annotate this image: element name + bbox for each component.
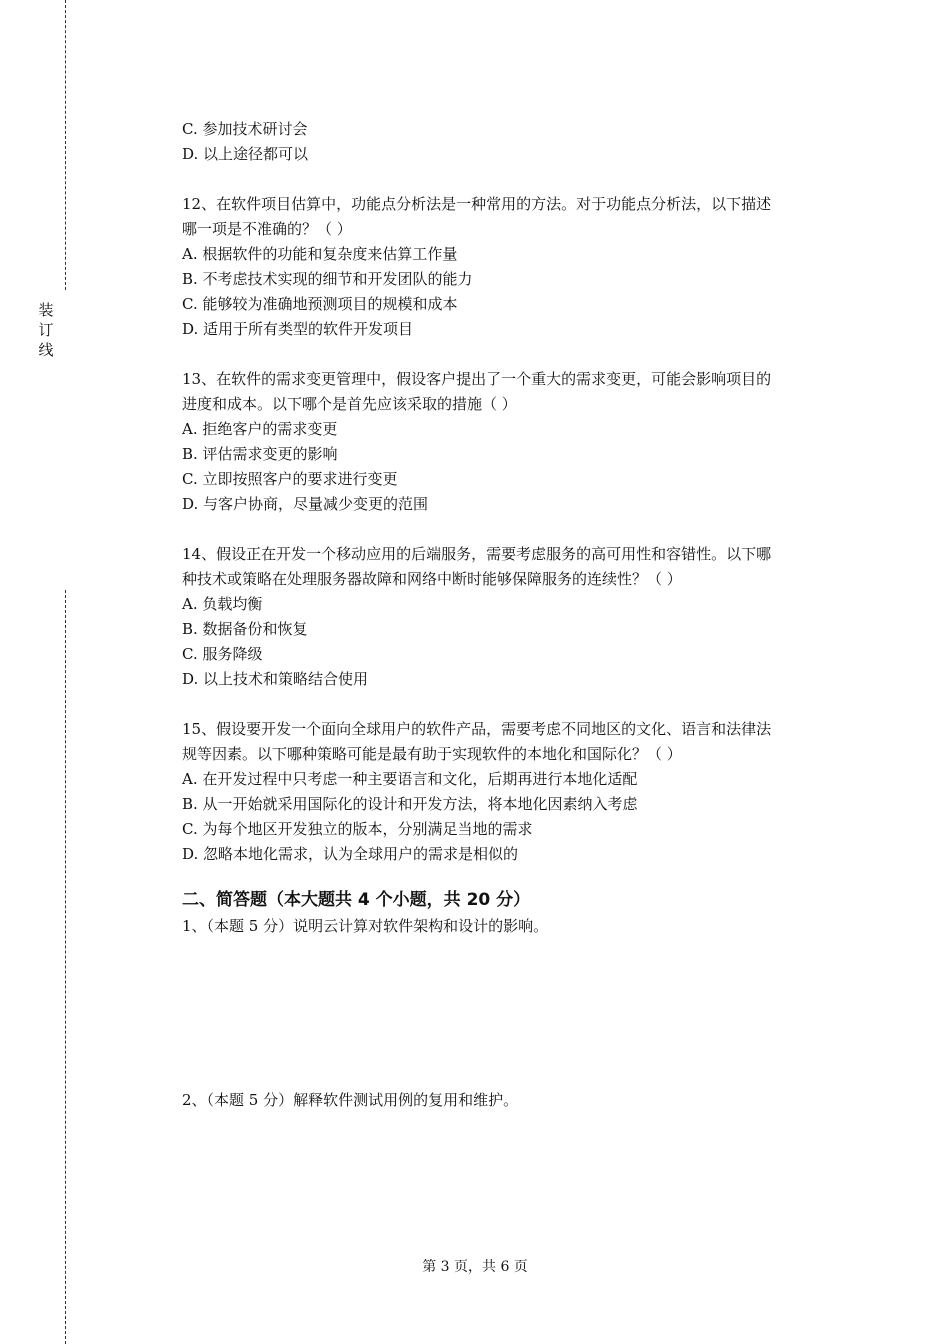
question-stem: 种技术或策略在处理服务器故障和网络中断时能够保障服务的连续性？（ ） — [182, 570, 682, 588]
option-c: C. 立即按照客户的要求进行变更 — [182, 470, 398, 488]
option-c: C. 服务降级 — [182, 645, 263, 663]
binding-label-char: 订 — [38, 321, 54, 339]
short-answer-question-1: 1、（本题 5 分）说明云计算对软件架构和设计的影响。 — [182, 917, 549, 935]
question-stem: 13、在软件的需求变更管理中，假设客户提出了一个重大的需求变更，可能会影响项目的 — [182, 370, 772, 388]
option-d: D. 适用于所有类型的软件开发项目 — [182, 320, 414, 338]
question-12 — [182, 192, 842, 342]
option-a: A. 负载均衡 — [182, 595, 263, 613]
option-c: C. 为每个地区开发独立的版本，分别满足当地的需求 — [182, 820, 533, 838]
binding-line-top — [65, 0, 66, 290]
option-c: C. 参加技术研讨会 — [182, 120, 308, 138]
option-b: B. 评估需求变更的影响 — [182, 445, 338, 463]
binding-line-bottom — [65, 590, 66, 1344]
short-answer-question-2: 2、（本题 5 分）解释软件测试用例的复用和维护。 — [182, 1091, 519, 1109]
question-15 — [182, 717, 842, 867]
binding-label-char: 线 — [38, 341, 54, 359]
question-13 — [182, 367, 842, 517]
question-stem: 哪一项是不准确的？（ ） — [182, 220, 352, 238]
option-d: D. 以上技术和策略结合使用 — [182, 670, 369, 688]
option-d: D. 以上途径都可以 — [182, 145, 309, 163]
question-stem: 12、在软件项目估算中，功能点分析法是一种常用的方法。对于功能点分析法，以下描述 — [182, 195, 772, 213]
option-c: C. 能够较为准确地预测项目的规模和成本 — [182, 295, 458, 313]
option-d: D. 忽略本地化需求，认为全球用户的需求是相似的 — [182, 845, 519, 863]
option-b: B. 数据备份和恢复 — [182, 620, 308, 638]
question-14 — [182, 542, 842, 692]
question-11-tail — [182, 117, 842, 167]
question-stem: 进度和成本。以下哪个是首先应该采取的措施（ ） — [182, 395, 517, 413]
option-a: A. 在开发过程中只考虑一种主要语言和文化，后期再进行本地化适配 — [182, 770, 638, 788]
option-b: B. 不考虑技术实现的细节和开发团队的能力 — [182, 270, 473, 288]
page-number: 第 3 页，共 6 页 — [422, 1259, 528, 1275]
question-stem: 15、假设要开发一个面向全球用户的软件产品，需要考虑不同地区的文化、语言和法律法 — [182, 720, 772, 738]
option-a: A. 根据软件的功能和复杂度来估算工作量 — [182, 245, 458, 263]
question-stem: 规等因素。以下哪种策略可能是最有助于实现软件的本地化和国际化？（ ） — [182, 745, 682, 763]
option-d: D. 与客户协商，尽量减少变更的范围 — [182, 495, 429, 513]
binding-label — [36, 300, 56, 360]
question-list — [182, 117, 842, 867]
binding-label-char: 装 — [38, 301, 54, 319]
section-title: 二、简答题（本大题共 4 个小题，共 20 分） — [182, 890, 531, 910]
option-a: A. 拒绝客户的需求变更 — [182, 420, 338, 438]
option-b: B. 从一开始就采用国际化的设计和开发方法，将本地化因素纳入考虑 — [182, 795, 638, 813]
question-stem: 14、假设正在开发一个移动应用的后端服务，需要考虑服务的高可用性和容错性。以下哪 — [182, 545, 772, 563]
